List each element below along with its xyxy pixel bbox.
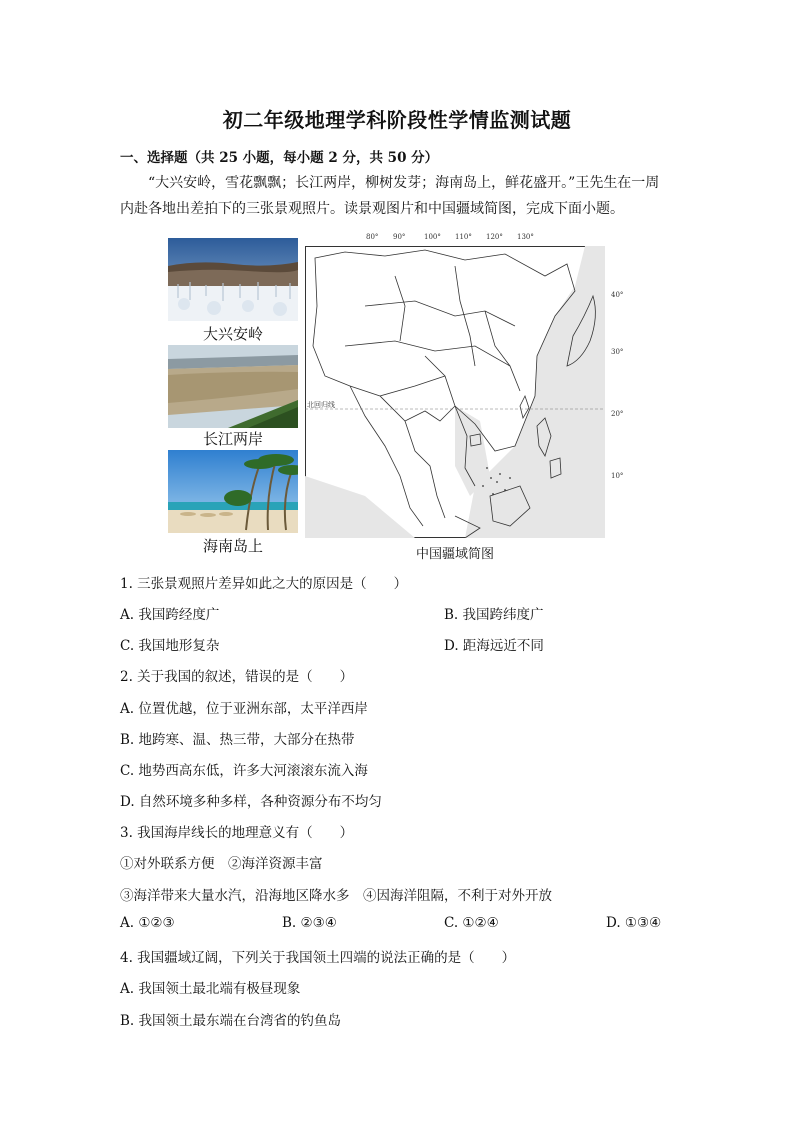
lon-label: 110° (455, 233, 472, 241)
q4-option-a: A. 我国领土最北端有极昼现象 (120, 981, 301, 997)
china-map (305, 246, 605, 538)
intro-line-1: “大兴安岭，雪花飘飘；长江两岸，柳树发芽；海南岛上，鲜花盛开。”王先生在一周 (148, 175, 660, 191)
lat-label: 30° (611, 348, 624, 356)
photo-daxinganling (168, 238, 298, 321)
lon-label: 100° (424, 233, 441, 241)
page-title: 初二年级地理学科阶段性学情监测试题 (222, 108, 572, 132)
q2-option-d: D. 自然环境多种多样，各种资源分布不均匀 (120, 794, 382, 810)
section-header: 一、选择题（共 25 小题，每小题 2 分，共 50 分） (120, 150, 439, 166)
q1-option-a: A. 我国跨经度广 (120, 607, 220, 623)
q1-option-b: B. 我国跨纬度广 (444, 607, 544, 623)
question-2-stem: 2. 关于我国的叙述，错误的是（ ） (120, 669, 354, 685)
intro-line-2: 内赴各地出差拍下的三张景观照片。读景观图片和中国疆域简图，完成下面小题。 (120, 201, 624, 217)
q1-option-c: C. 我国地形复杂 (120, 638, 220, 654)
q1-option-d: D. 距海远近不同 (444, 638, 544, 654)
q3-option-c: C. ①②④ (444, 915, 499, 931)
photo-caption-3: 海南岛上 (202, 537, 263, 555)
q3-item-line-2: ③海洋带来大量水汽，沿海地区降水多 ④因海洋阻隔，不利于对外开放 (120, 888, 552, 904)
photo-changjiang (168, 345, 298, 428)
lon-label: 130° (517, 233, 534, 241)
q3-option-d: D. ①③④ (606, 915, 662, 931)
map-caption: 中国疆域简图 (415, 547, 494, 562)
q4-option-b: B. 我国领土最东端在台湾省的钓鱼岛 (120, 1013, 342, 1029)
q2-option-a: A. 位置优越，位于亚洲东部，太平洋西岸 (120, 701, 368, 717)
lon-label: 80° (366, 233, 379, 241)
q2-option-c: C. 地势西高东低，许多大河滚滚东流入海 (120, 763, 368, 779)
q3-item-line-1: ①对外联系方便 ②海洋资源丰富 (120, 856, 323, 872)
photo-hainan (168, 450, 298, 533)
question-3-stem: 3. 我国海岸线长的地理意义有（ ） (120, 825, 354, 841)
question-4-stem: 4. 我国疆域辽阔，下列关于我国领土四端的说法正确的是（ ） (120, 950, 516, 966)
photo-caption-2: 长江两岸 (202, 430, 263, 448)
tropic-label: 北回归线 (307, 401, 335, 409)
photo-caption-1: 大兴安岭 (202, 325, 263, 343)
lon-label: 120° (486, 233, 503, 241)
q3-option-a: A. ①②③ (120, 915, 175, 931)
q2-option-b: B. 地跨寒、温、热三带，大部分在热带 (120, 732, 355, 748)
lon-label: 90° (393, 233, 406, 241)
intro-paragraph (120, 170, 680, 222)
q3-option-b: B. ②③④ (282, 915, 337, 931)
lat-label: 20° (611, 410, 624, 418)
lat-label: 10° (611, 472, 624, 480)
lat-label: 40° (611, 291, 624, 299)
question-1-stem: 1. 三张景观照片差异如此之大的原因是（ ） (120, 576, 408, 592)
